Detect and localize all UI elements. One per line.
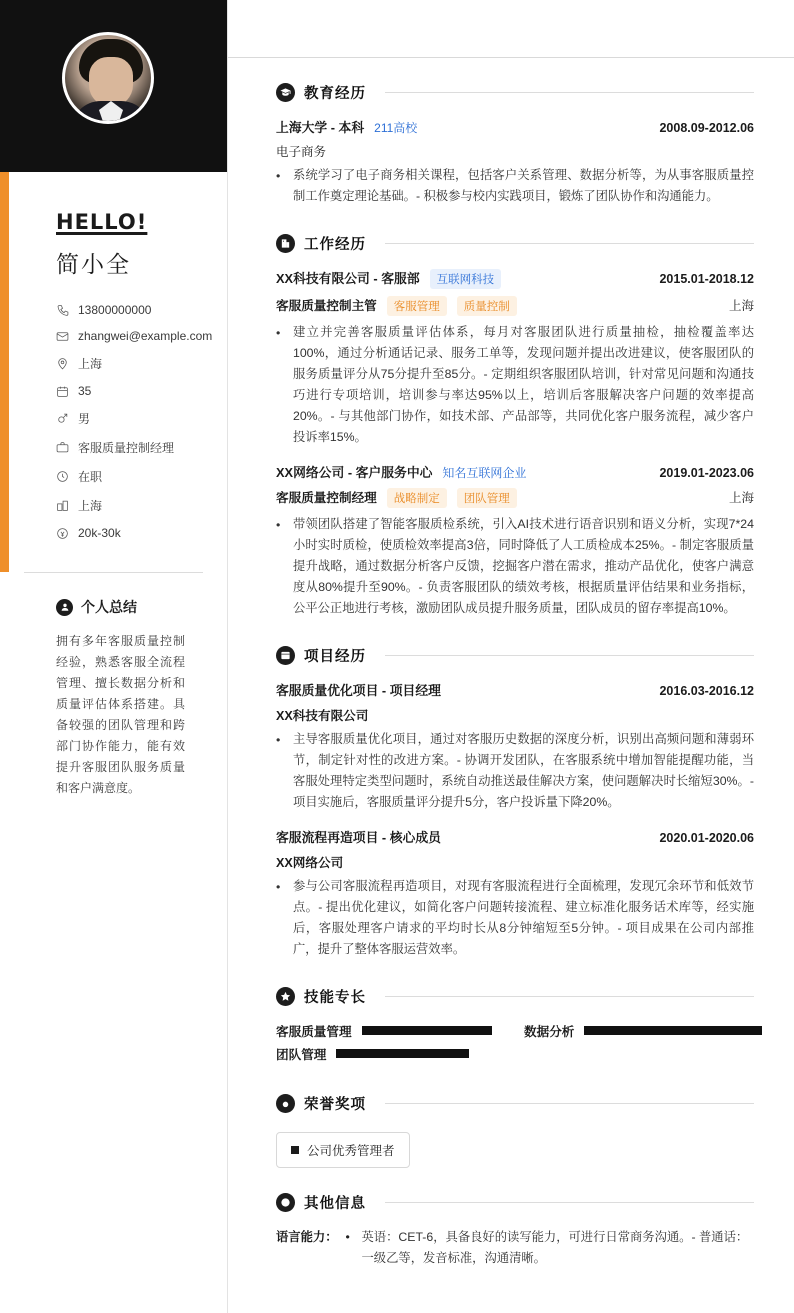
skill-bar bbox=[584, 1026, 762, 1035]
other-info-text: 英语：CET-6，具备良好的读写能力，可进行日常商务沟通。- 普通话：一级乙等，发音标准，沟通清晰。 bbox=[361, 1230, 749, 1265]
education-entry bbox=[276, 117, 754, 207]
skill-name: 数据分析 bbox=[524, 1025, 575, 1039]
entry-bullet: • 带领团队搭建了智能客服质检系统，引入AI技术进行语音识别和语义分析，实现7*24小时实时质检，使质检效率提高3倍，同时降低了人工质检成本25%。- 制定客服质量提升战略，通过数据分析客户反馈，挖掘客户潜在需求，推动产品优化，使客户满意度从80%提升至90%。- 负责客服团队的绩效考核，根据质量评估结果和业务指标，公平公正地进行考核，激励团队成员提升服务质量，团队成员的留存率提高10%。 bbox=[276, 514, 754, 619]
project-company: XX网络公司 bbox=[276, 856, 344, 870]
entry-role: 客服质量控制经理 bbox=[276, 491, 377, 505]
contact-email bbox=[56, 323, 227, 349]
entry-skill-tag: 团队管理 bbox=[457, 488, 517, 508]
photo-band bbox=[0, 0, 227, 172]
entry-date: 2020.01-2020.06 bbox=[659, 831, 754, 845]
contact-gender bbox=[56, 404, 227, 433]
section-header-work bbox=[276, 233, 754, 254]
bullet-text: 参与公司客服流程再造项目，对现有客服流程进行全面梳理，发现冗余环节和低效节点。- 提出优化建议，如简化客户问题转接流程、建立标准化服务话术库等，经实施后，客服处理客户请求的平均时长从8分钟缩短至5分钟。- 项目成果在公司内部推广，提升了整体客服运营效率。 bbox=[293, 879, 754, 956]
accent-bar bbox=[0, 172, 9, 572]
avatar bbox=[62, 32, 154, 124]
briefcase-icon bbox=[56, 441, 69, 454]
entry-bullet: • 建立并完善客服质量评估体系，每月对客服团队进行质量抽检，抽检覆盖率达100%，通过分析通话记录、服务工单等，发现问题并提出改进建议，使客服团队的服务质量评分从75分提升至85分。- 定期组织客服团队培训，针对常见问题和沟通技巧进行专项培训，培训参与率达95%以上，培训后客服解决客户问题的效率提高20%。- 与其他部门协作，如技术部、产品部等，共同优化客户服务流程，减少客户投诉率15%。 bbox=[276, 322, 754, 448]
section-header-honors bbox=[276, 1093, 754, 1114]
section-title: 教育经历 bbox=[304, 86, 366, 102]
entry-location: 上海 bbox=[728, 491, 754, 505]
hello-heading: HELLO! bbox=[56, 210, 148, 234]
contact-salary bbox=[56, 520, 227, 546]
mail-icon bbox=[56, 330, 69, 343]
entry-skill-tag: 质量控制 bbox=[457, 296, 517, 316]
sidebar bbox=[0, 0, 228, 1313]
entry-tag: 互联网科技 bbox=[430, 269, 502, 289]
contact-value: 在职 bbox=[78, 470, 103, 484]
skill-name: 团队管理 bbox=[276, 1048, 327, 1062]
work-entry bbox=[276, 462, 754, 619]
other-info-label: 语言能力： bbox=[276, 1230, 338, 1244]
contact-value: zhangwei@example.com bbox=[78, 329, 213, 343]
skill-item bbox=[524, 1021, 744, 1040]
contact-value: 13800000000 bbox=[78, 303, 152, 317]
entry-date: 2019.01-2023.06 bbox=[659, 466, 754, 480]
entry-title: 客服质量优化项目 - 项目经理 bbox=[276, 683, 441, 698]
project-entry bbox=[276, 680, 754, 813]
entry-date: 2015.01-2018.12 bbox=[659, 272, 754, 286]
contact-phone bbox=[56, 297, 227, 323]
skill-bar bbox=[336, 1049, 469, 1058]
section-title: 工作经历 bbox=[304, 237, 366, 253]
section-title: 其他信息 bbox=[304, 1196, 366, 1212]
contact-value: 男 bbox=[78, 412, 91, 426]
bullet-text: 建立并完善客服质量评估体系，每月对客服团队进行质量抽检，抽检覆盖率达100%，通过分析通话记录、服务工单等，发现问题并提出改进建议，使客服团队的服务质量评分从75分提升至85分。- 定期组织客服团队培训，针对常见问题和沟通技巧进行专项培训，培训参与率达95%以上，培训后客服解决客户问题的效率提高20%。- 与其他部门协作，如技术部、产品部等，共同优化客户服务流程，减少客户投诉率15%。 bbox=[293, 325, 754, 444]
skill-item bbox=[276, 1021, 496, 1040]
bullet-text: 带领团队搭建了智能客服质检系统，引入AI技术进行语音识别和语义分析，实现7*24小时实时质检，使质检效率提高3倍，同时降低了人工质检成本25%。- 制定客服质量提升战略，通过数据分析客户反馈，挖掘客户潜在需求，推动产品优化，使客户满意度从80%提升至90%。- 负责客服团队的绩效考核，根据质量评估结果和业务指标，公平公正地进行考核，激励团队成员提升服务质量，团队成员的留存率提高10%。 bbox=[293, 517, 754, 615]
section-title: 技能专长 bbox=[304, 990, 366, 1006]
entry-title: XX科技有限公司 - 客服部 bbox=[276, 271, 420, 286]
gender-icon bbox=[56, 412, 69, 425]
building-icon bbox=[276, 234, 295, 253]
entry-skill-tag: 客服管理 bbox=[387, 296, 447, 316]
summary-text: 拥有多年客服质量控制经验，熟悉客服全流程管理、擅长数据分析和质量评估体系搭建。具备较强的团队管理和跨部门协作能力，能有效提升客服团队服务质量和客户满意度。 bbox=[56, 634, 185, 795]
project-company: XX科技有限公司 bbox=[276, 709, 369, 723]
bullet-text: 系统学习了电子商务相关课程，包括客户关系管理、数据分析等，为从事客服质量控制工作奠定理论基础。- 积极参与校内实践项目，锻炼了团队协作和沟通能力。 bbox=[293, 168, 754, 203]
square-bullet-icon bbox=[291, 1146, 299, 1154]
skill-item bbox=[276, 1044, 496, 1063]
entry-title: 客服流程再造项目 - 核心成员 bbox=[276, 830, 441, 845]
entry-location: 上海 bbox=[728, 299, 754, 313]
entry-bullet: • 参与公司客服流程再造项目，对现有客服流程进行全面梳理，发现冗余环节和低效节点。- 提出优化建议，如简化客户问题转接流程、建立标准化服务话术库等，经实施后，客服处理客户请求的平均时长从8分钟缩短至5分钟。- 项目成果在公司内部推广，提升了整体客服运营效率。 bbox=[276, 876, 754, 960]
entry-skill-tag: 战略制定 bbox=[387, 488, 447, 508]
contact-value: 上海 bbox=[78, 357, 103, 371]
summary-section-title bbox=[0, 573, 227, 617]
contact-value: 客服质量控制经理 bbox=[78, 441, 175, 455]
section-header-skills bbox=[276, 986, 754, 1007]
phone-icon bbox=[56, 304, 69, 317]
project-icon bbox=[276, 646, 295, 665]
other-info-row: 语言能力： • 英语：CET-6，具备良好的读写能力，可进行日常商务沟通。- 普通话：一级乙等，发音标准，沟通清晰。 bbox=[276, 1227, 754, 1269]
salary-icon bbox=[56, 527, 69, 540]
skill-bar bbox=[362, 1026, 492, 1035]
contact-age bbox=[56, 378, 227, 404]
section-header-education bbox=[276, 82, 754, 103]
contact-value: 上海 bbox=[78, 499, 103, 513]
skill-list bbox=[276, 1021, 754, 1063]
honor-item bbox=[276, 1132, 410, 1168]
city-icon bbox=[56, 499, 69, 512]
honor-label: 公司优秀管理者 bbox=[307, 1144, 395, 1158]
contact-position bbox=[56, 433, 227, 462]
summary-title-text: 个人总结 bbox=[81, 599, 137, 615]
section-header-other bbox=[276, 1192, 754, 1213]
skill-name: 客服质量管理 bbox=[276, 1025, 352, 1039]
entry-bullet: • 主导客服质量优化项目，通过对客服历史数据的深度分析，识别出高频问题和薄弱环节，制定针对性的改进方案。- 协调开发团队，在客服系统中增加智能提醒功能，当客服处理特定类型问题时，系统自动推送最佳解决方案，使问题解决时长缩短30%。- 项目实施后，客服质量评分提升5分，客户投诉量下降20%。 bbox=[276, 729, 754, 813]
status-icon bbox=[56, 470, 69, 483]
contact-location bbox=[56, 349, 227, 378]
entry-date: 2016.03-2016.12 bbox=[659, 684, 754, 698]
contact-value: 35 bbox=[78, 384, 92, 398]
entry-title: 上海大学 - 本科 bbox=[276, 120, 365, 135]
entry-role: 客服质量控制主管 bbox=[276, 299, 377, 313]
entry-date: 2008.09-2012.06 bbox=[659, 121, 754, 135]
info-icon bbox=[276, 1193, 295, 1212]
entry-tag-link: 211高校 bbox=[374, 121, 418, 135]
project-entry bbox=[276, 827, 754, 960]
contact-status bbox=[56, 462, 227, 491]
medal-icon bbox=[276, 1094, 295, 1113]
star-icon bbox=[276, 987, 295, 1006]
entry-tag-link: 知名互联网企业 bbox=[442, 466, 527, 480]
contact-value: 20k-30k bbox=[78, 526, 121, 540]
section-title: 项目经历 bbox=[304, 649, 366, 665]
section-header-projects bbox=[276, 645, 754, 666]
person-icon bbox=[56, 599, 73, 616]
candidate-name: 简小全 bbox=[56, 251, 131, 277]
graduation-icon bbox=[276, 83, 295, 102]
contact-city bbox=[56, 491, 227, 520]
entry-major: 电子商务 bbox=[276, 145, 327, 159]
entry-bullet: • 系统学习了电子商务相关课程，包括客户关系管理、数据分析等，为从事客服质量控制工作奠定理论基础。- 积极参与校内实践项目，锻炼了团队协作和沟通能力。 bbox=[276, 165, 754, 207]
calendar-icon bbox=[56, 385, 69, 398]
location-icon bbox=[56, 357, 69, 370]
main-content bbox=[228, 0, 794, 1313]
section-title: 荣誉奖项 bbox=[304, 1097, 366, 1113]
bullet-text: 主导客服质量优化项目，通过对客服历史数据的深度分析，识别出高频问题和薄弱环节，制定针对性的改进方案。- 协调开发团队，在客服系统中增加智能提醒功能，当客服处理特定类型问题时，系统自动推送最佳解决方案，使问题解决时长缩短30%。- 项目实施后，客服质量评分提升5分，客户投诉量下降20%。 bbox=[293, 732, 754, 809]
contact-list bbox=[0, 279, 227, 546]
work-entry bbox=[276, 268, 754, 448]
entry-title: XX网络公司 - 客户服务中心 bbox=[276, 465, 433, 480]
